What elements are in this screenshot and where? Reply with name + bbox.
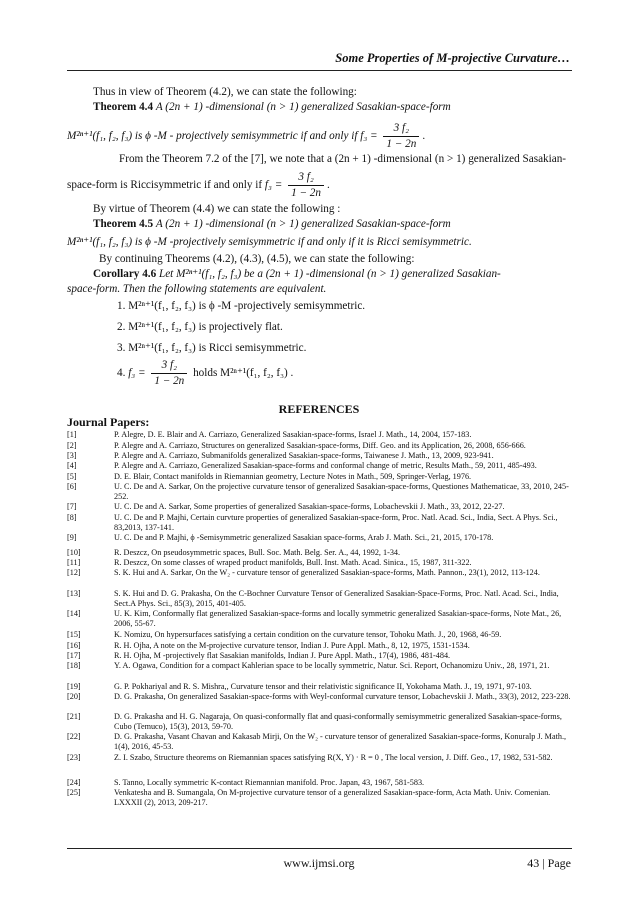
ricci-text: space-form is Riccisymmetric if and only if xyxy=(67,179,263,192)
reference-item xyxy=(67,589,573,611)
fraction-numerator: 3 f₂ xyxy=(288,170,324,186)
reference-number: [10] xyxy=(67,548,81,557)
reference-number: [20] xyxy=(67,692,81,701)
references-heading: REFERENCES xyxy=(278,402,360,416)
reference-number: [21] xyxy=(67,712,81,721)
reference-number: [24] xyxy=(67,778,81,787)
reference-number: [25] xyxy=(67,788,81,797)
corollary-4-6-continuation: space-form. Then the following statements are equivalent. xyxy=(67,283,327,295)
reference-number: [13] xyxy=(67,589,81,598)
corollary-4-6-label: Corollary 4.6 xyxy=(93,268,157,280)
list-item-3: 3. M²ⁿ⁺¹(f₁, f₂, f₃) is Ricci semisymmetric. xyxy=(117,342,307,354)
reference-text: S. Tanno, Locally symmetric K-contact Riemannian manifold. Proc. Japan, 43, 1967, 581-583. xyxy=(114,778,425,787)
reference-number: [5] xyxy=(67,472,77,481)
reference-number: [23] xyxy=(67,753,81,762)
reference-item xyxy=(67,692,573,704)
reference-number: [16] xyxy=(67,641,81,650)
reference-number: [9] xyxy=(67,533,77,542)
main-body xyxy=(67,0,572,402)
reference-number: [11] xyxy=(67,558,81,567)
fraction-3f2-over-1-2n xyxy=(383,121,419,152)
reference-text: P. Alegre and A. Carriazo, Structures on generalized Sasakian-space-forms, Diff. Geo. and its Application, 26, 2008, 656-666. xyxy=(114,441,526,450)
reference-number: [22] xyxy=(67,732,81,741)
paragraph-intro: Thus in view of Theorem (4.2), we can state the following: xyxy=(93,86,357,98)
reference-text: D. G. Prakasha, On generalized Sasakian-space-forms with Weyl-conformal curvature tensor, Lobachevskii J. Math., 33(3), 2012, 223-228. xyxy=(114,692,571,701)
theorem-4-4-continuation xyxy=(67,121,425,152)
fraction-denominator: 1 − 2n xyxy=(291,187,321,199)
reference-item xyxy=(67,732,573,754)
reference-item xyxy=(67,513,573,533)
theorem-4-4-statement: A (2n + 1) -dimensional (n > 1) generalized Sasakian-space-form xyxy=(155,101,451,113)
reference-number: [15] xyxy=(67,630,81,639)
reference-text: D. G. Prakasha and H. G. Nagaraja, On quasi-conformally flat and quasi-conformally semisymmetric generalized Sasakian-space-forms, Cubo (Temuco), 15(3), 2013, 59-70. xyxy=(114,712,562,732)
reference-text: K. Nomizu, On hypersurfaces satisfying a certain condition on the curvature tensor, Tohoku Math. J., 20, 1968, 46-59. xyxy=(114,630,502,639)
fraction-denominator: 1 − 2n xyxy=(386,138,417,150)
reference-number: [2] xyxy=(67,441,77,450)
list-item-4-text: holds M²ⁿ⁺¹(f₁, f₂, f₃) . xyxy=(193,367,294,380)
reference-item xyxy=(67,568,573,580)
paragraph-by-virtue: By virtue of Theorem (4.4) we can state the following : xyxy=(93,203,341,215)
reference-number: [18] xyxy=(67,661,81,670)
theorem-4-4-label: Theorem 4.4 xyxy=(93,101,154,113)
footer-page-number: 43 | Page xyxy=(527,856,571,870)
reference-number: [8] xyxy=(67,513,77,522)
reference-text: U. C. De and P. Majhi, ϕ -Semisymmetric generalized Sasakian space-forms, Arab J. Math. Sci., 21, 2015, 170-178. xyxy=(114,533,494,542)
fraction-numerator: 3 f₂ xyxy=(383,121,419,137)
theorem-4-5-statement: A (2n + 1) -dimensional (n > 1) generalized Sasakian-space-form xyxy=(155,218,451,230)
paragraph-ricci xyxy=(67,170,330,201)
list-item-1: 1. M²ⁿ⁺¹(f₁, f₂, f₃) is ϕ -M -projectively semisymmetric. xyxy=(117,300,366,312)
period: . xyxy=(422,130,426,143)
fraction-denominator: 1 − 2n xyxy=(154,375,185,387)
reference-number: [4] xyxy=(67,461,77,470)
reference-text: R. H. Ojha, A note on the M-projective curvature tensor, Indian J. Pure Appl. Math., 8, 12, 1975, 1531-1534. xyxy=(114,641,470,650)
theorem-4-5 xyxy=(93,218,451,231)
reference-item xyxy=(67,609,573,631)
reference-number: [3] xyxy=(67,451,77,460)
reference-number: [12] xyxy=(67,568,81,577)
reference-item xyxy=(67,661,573,673)
reference-text: U. C. De and A. Sarkar, Some properties of generalized Sasakian-space-forms, Lobachevskii J. Math., 33, 2012, 22-27. xyxy=(114,502,505,511)
theorem-4-4 xyxy=(93,101,451,114)
f3-lhs-3: f₃ = xyxy=(128,367,146,380)
reference-number: [14] xyxy=(67,609,81,618)
reference-text: G. P. Pokhariyal and R. S. Mishra,, Curvature tensor and their relativistic significance II, Yokohama Math. J., 19, 1971, 97-103. xyxy=(114,682,532,691)
f3-lhs-2: f₃ = xyxy=(264,179,283,192)
reference-number: [17] xyxy=(67,651,81,660)
reference-number: [7] xyxy=(67,502,77,511)
reference-item xyxy=(67,788,573,808)
reference-item xyxy=(67,753,573,775)
corollary-4-6 xyxy=(93,268,501,281)
reference-item xyxy=(67,712,573,734)
reference-text: U. C. De and A. Sarkar, On the projective curvature tensor of generalized Sasakian-space-forms, Questiones Mathematicae, 33, 2010, 245-252. xyxy=(114,482,569,502)
corollary-4-6-statement: Let M²ⁿ⁺¹(f₁, f₂, f₃) be a (2n + 1) -dimensional (n > 1) generalized Sasakian- xyxy=(158,268,501,280)
footer-site: www.ijmsi.org xyxy=(283,856,355,870)
footer-rule xyxy=(67,848,572,849)
reference-text: U. C. De and P. Majhi, Certain curvture properties of generalized Sasakian-space-form, Proc. Natl. Acad. Sci., India, Sect. A Phys. Sci., 83,2013, 137-141. xyxy=(114,513,558,533)
reference-text: P. Alegre, D. E. Blair and A. Carriazo, Generalized Sasakian-space-forms, Israel J. Math., 14, 2004, 157-183. xyxy=(114,430,472,439)
theorem-4-5-continuation: M²ⁿ⁺¹(f₁, f₂, f₃) is ϕ -M -projectively semisymmetric if and only if it is Ricci semisymmetric. xyxy=(67,236,472,248)
fraction-3f2-over-1-2n-2 xyxy=(288,170,324,201)
theorem-4-5-label: Theorem 4.5 xyxy=(93,218,154,230)
reference-text: D. G. Prakasha, Vasant Chavan and Kakasab Mirji, On the W₂ - curvature tensor of generalized Sasakian-space-forms, Konuralp J. Math., 1(4), 2016, 45-53. xyxy=(114,732,567,752)
reference-text: S. K. Hui and A. Sarkar, On the W₂ - curvature tensor of generalized Sasakian-space-forms, Math. Pannon., 23(1), 2012, 113-124. xyxy=(114,568,540,577)
journal-papers-heading: Journal Papers: xyxy=(67,415,150,429)
reference-text: P. Alegre and A. Carriazo, Generalized Sasakian-space-forms and conformal change of metric, Results Math., 59, 2011, 485-493. xyxy=(114,461,537,470)
reference-number: [6] xyxy=(67,482,77,491)
reference-text: Z. I. Szabo, Structure theorems on Riemannian spaces satisfying R(X, Y) · R = 0 , The local version, J. Diff. Geo., 17, 1982, 531-582. xyxy=(114,753,553,762)
reference-item xyxy=(67,482,573,502)
reference-text: R. Deszcz, On some classes of wraped product manifolds, Bull. Inst. Math. Acad. Sinica., 15, 1987, 311-322. xyxy=(114,558,472,567)
fraction-3f2-over-1-2n-3 xyxy=(151,358,187,389)
fraction-numerator: 3 f₂ xyxy=(151,358,187,374)
list-item-4 xyxy=(117,358,293,389)
list-item-2: 2. M²ⁿ⁺¹(f₁, f₂, f₃) is projectively flat. xyxy=(117,321,283,333)
reference-number: [19] xyxy=(67,682,81,691)
f3-lhs: f₃ = xyxy=(360,130,378,143)
reference-text: R. H. Ojha, M -projectively flat Sasakian manifolds, Indian J. Pure Appl. Math., 17(4), 1986, 481-484. xyxy=(114,651,451,660)
reference-text: R. Deszcz, On pseudosymmetric spaces, Bull. Soc. Math. Belg. Ser. A., 44, 1992, 1-34. xyxy=(114,548,401,557)
reference-number: [1] xyxy=(67,430,77,439)
reference-text: Venkatesha and B. Sumangala, On M-projective curvature tensor of a generalized Sasakian-space-form, Acta Math. Univ. Comenian. LXXXII (2), 2013, 209-217. xyxy=(114,788,551,808)
paragraph-continuing: By continuing Theorems (4.2), (4.3), (4.5), we can state the following: xyxy=(99,253,415,265)
list-item-4-number: 4. xyxy=(117,367,126,380)
period: . xyxy=(327,179,330,192)
reference-text: S. K. Hui and D. G. Prakasha, On the C-Bochner Curvature Tensor of Generalized Sasakian-Space-Forms, Proc. Natl. Acad. Sci., India, Sect.A Phys. Sci., 85(3), 2015, 401-405. xyxy=(114,589,559,609)
reference-text: D. E. Blair, Contact manifolds in Riemannian geometry, Lecture Notes in Math., 509, Springer-Verlag, 1976. xyxy=(114,472,472,481)
running-header: Some Properties of M-projective Curvature… xyxy=(335,51,570,65)
theorem-4-4-cont-text: M²ⁿ⁺¹(f₁, f₂, f₃) is ϕ -M - projectively semisymmetric if and only if xyxy=(67,130,358,143)
reference-text: Y. A. Ogawa, Condition for a compact Kahlerian space to be locally symmetric, Natur. Sci. Report, Ochanomizu Univ., 28, 1971, 21. xyxy=(114,661,550,670)
reference-text: P. Alegre and A. Carriazo, Submanifolds generalized Sasakian-space-forms, Taiwanese J. Math., 13, 2009, 923-941. xyxy=(114,451,494,460)
paragraph-theorem-7-2: From the Theorem 7.2 of the [7], we note that a (2n + 1) -dimensional (n > 1) generalized Sasakian- xyxy=(119,153,567,165)
reference-text: U. K. Kim, Conformally flat generalized Sasakian-space-forms and locally symmetric generalized Sasakian-space-forms, Note Mat., 26, 2006, 55-67. xyxy=(114,609,562,629)
